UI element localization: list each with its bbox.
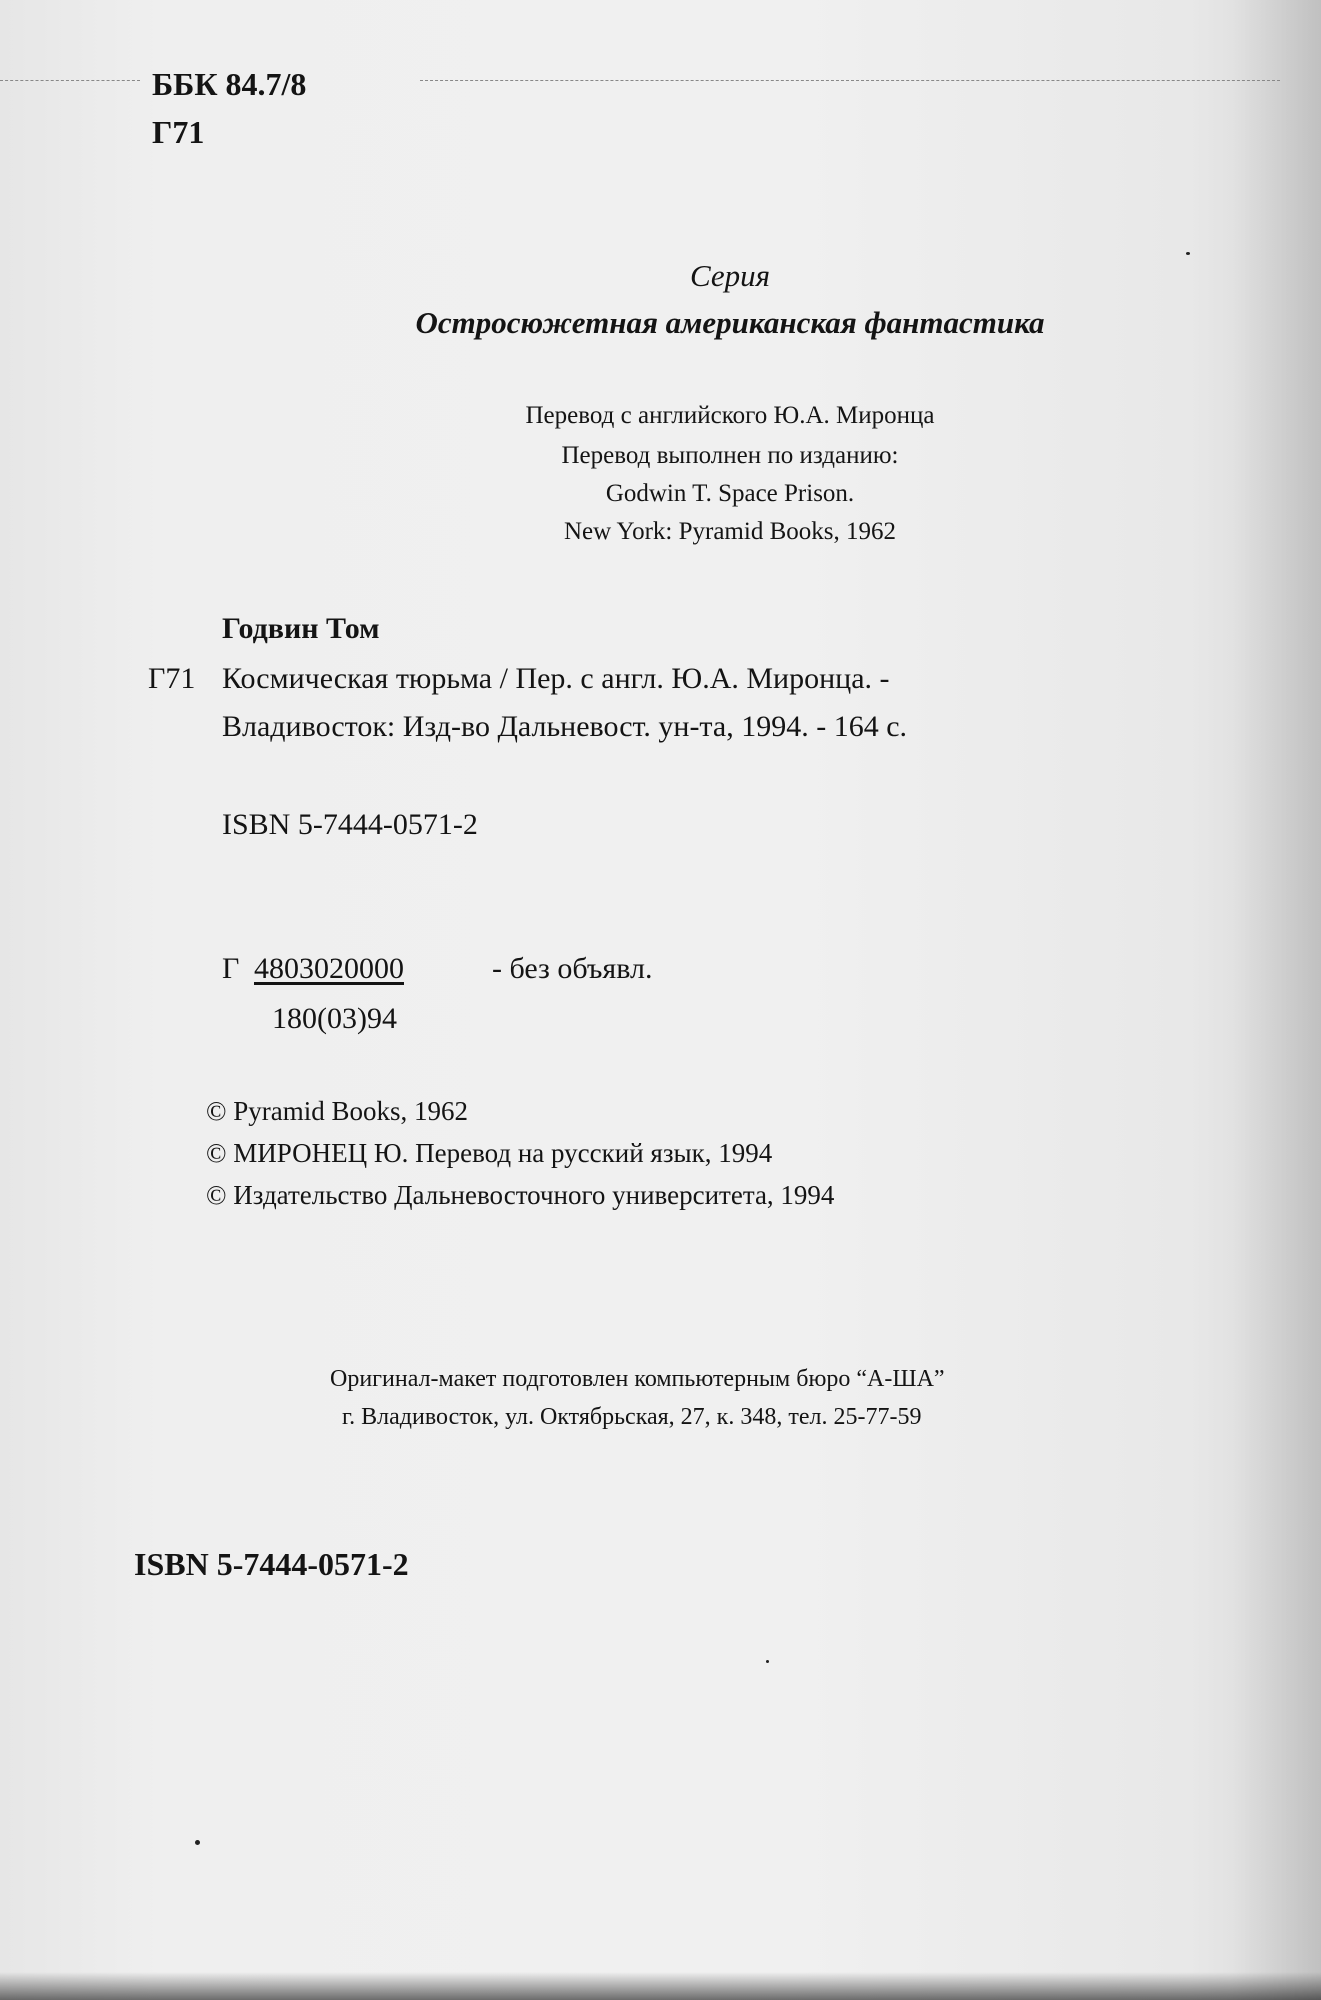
translation-line-2: Перевод выполнен по изданию: — [561, 442, 899, 469]
top-rule-right — [420, 80, 1280, 81]
bbk-code: ББК 84.7/8 — [152, 66, 307, 102]
series-name: Остросюжетная американская фантастика — [415, 305, 1045, 340]
paper-speck — [195, 1840, 200, 1845]
top-rule-left — [0, 80, 140, 81]
catalog-isbn: ISBN 5-7444-0571-2 — [222, 808, 478, 841]
index-numerator: 4803020000 — [254, 952, 404, 985]
catalog-author: Годвин Том — [222, 612, 380, 645]
page-edge-shadow — [1231, 0, 1321, 2000]
paper-speck — [1186, 252, 1190, 255]
translation-line-3: Godwin T. Space Prison. — [605, 480, 855, 507]
footer-isbn: ISBN 5-7444-0571-2 — [134, 1546, 409, 1582]
layout-credit-line-2: г. Владивосток, ул. Октябрьская, 27, к. 348, тел. 25-77-59 — [342, 1404, 922, 1430]
paper-speck — [766, 1660, 769, 1663]
catalog-code: Г71 — [148, 662, 196, 695]
translation-line-4: New York: Pyramid Books, 1962 — [564, 518, 896, 545]
catalog-imprint-line: Владивосток: Изд-во Дальневост. ун-та, 1994. - 164 с. — [222, 710, 908, 743]
author-mark: Г71 — [152, 114, 205, 150]
translation-line-1: Перевод с английского Ю.А. Миронца — [525, 402, 935, 429]
catalog-title-line: Космическая тюрьма / Пер. с англ. Ю.А. Миронца. - — [222, 662, 890, 695]
index-note: - без объявл. — [492, 952, 653, 985]
layout-credit-line-1: Оригинал-макет подготовлен компьютерным бюро “А-ША” — [330, 1366, 945, 1392]
index-denominator: 180(03)94 — [272, 1002, 397, 1035]
page-bottom-shadow — [0, 1972, 1321, 2000]
copyright-line-2: © МИРОНЕЦ Ю. Перевод на русский язык, 1994 — [206, 1138, 773, 1168]
series-label: Серия — [689, 258, 771, 293]
index-prefix: Г — [222, 952, 240, 985]
copyright-line-1: © Pyramid Books, 1962 — [206, 1096, 469, 1126]
copyright-line-3: © Издательство Дальневосточного университета, 1994 — [206, 1180, 835, 1210]
